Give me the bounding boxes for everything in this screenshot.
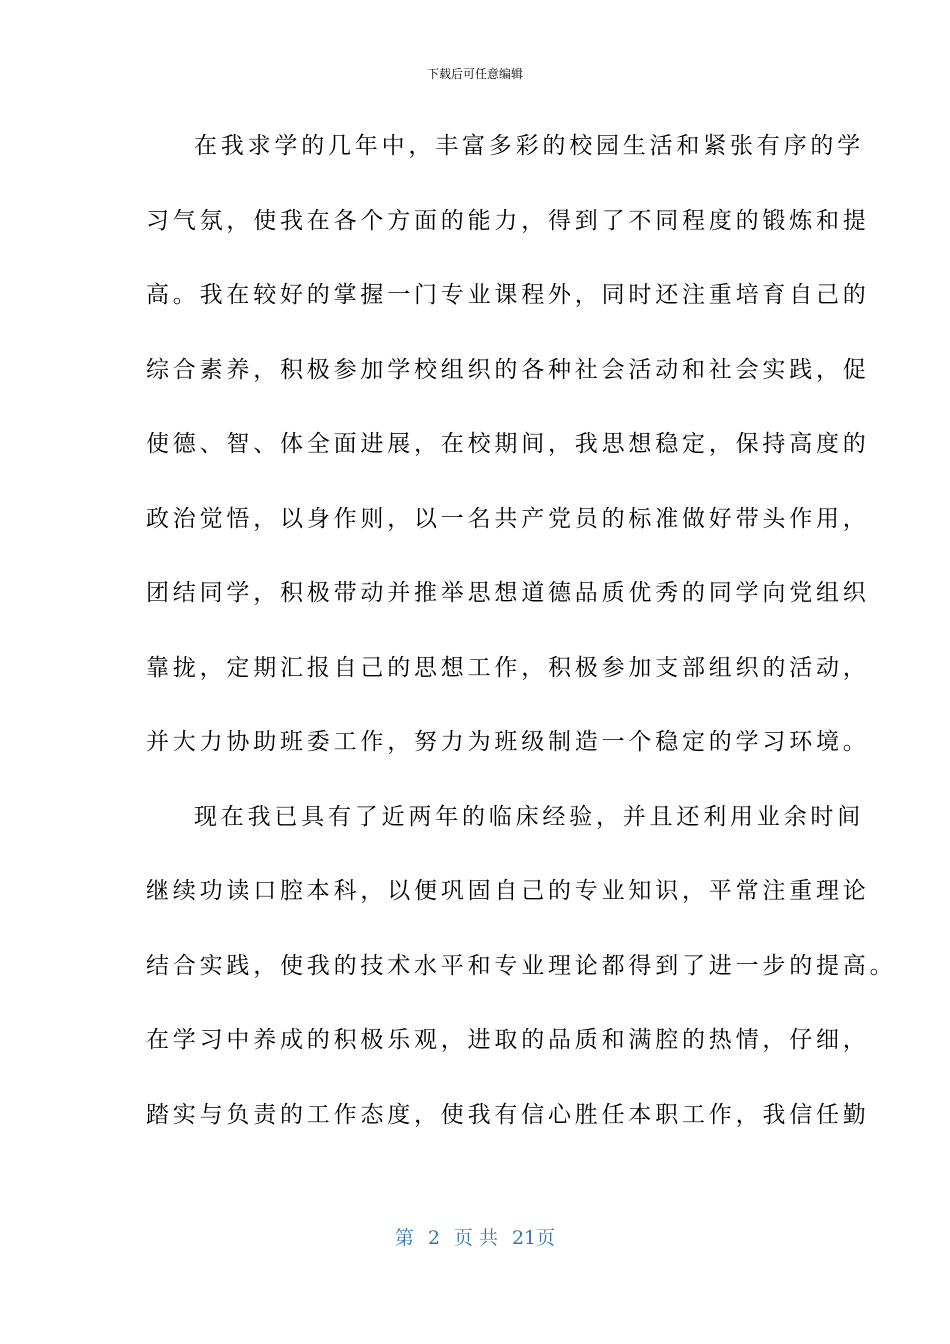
page-header: 下载后可任意编辑 bbox=[426, 67, 523, 81]
paragraph-1-line-8: 靠拢，定期汇报自己的思想工作，积极参加支部组织的活动， bbox=[146, 654, 870, 681]
footer-current-page: 2 bbox=[427, 1227, 440, 1249]
document-body bbox=[146, 118, 897, 1161]
footer-total-pages: 21 bbox=[511, 1227, 537, 1249]
paragraph-1-line-4: 综合素养，积极参加学校组织的各种社会活动和社会实践，促 bbox=[146, 356, 870, 383]
footer-middle: 页 共 bbox=[453, 1227, 498, 1249]
paragraph-1-line-3: 高。我在较好的掌握一门专业课程外，同时还注重培育自己的 bbox=[146, 282, 870, 308]
paragraph-1-line-1: 在我求学的几年中，丰富多彩的校园生活和紧张有序的学 bbox=[194, 133, 864, 159]
paragraph-1-line-6: 政治觉悟，以身作则，以一名共产党员的标准做好带头作用， bbox=[146, 505, 870, 532]
paragraph-2-line-3: 结合实践，使我的技术水平和专业理论都得到了进一步的提高。 bbox=[146, 952, 897, 979]
paragraph-2-line-5: 踏实与负责的工作态度，使我有信心胜任本职工作，我信任勤 bbox=[146, 1101, 870, 1128]
paragraph-2-line-4: 在学习中养成的积极乐观，进取的品质和满腔的热情，仔细， bbox=[146, 1027, 870, 1053]
paragraph-1-line-9: 并大力协助班委工作，努力为班级制造一个稳定的学习环境。 bbox=[146, 729, 870, 755]
footer-prefix: 第 bbox=[394, 1227, 414, 1249]
paragraph-2-line-1: 现在我已具有了近两年的临床经验，并且还利用业余时间 bbox=[194, 803, 864, 830]
paragraph-1-line-2: 习气氛，使我在各个方面的能力，得到了不同程度的锻炼和提 bbox=[146, 207, 870, 234]
paragraph-1-line-5: 使德、智、体全面进展，在校期间，我思想稳定，保持高度的 bbox=[146, 431, 870, 457]
paragraph-2-line-2: 继续功读口腔本科，以便巩固自己的专业知识，平常注重理论 bbox=[146, 878, 870, 904]
footer-suffix: 页 bbox=[536, 1227, 556, 1249]
page-footer bbox=[0, 1226, 950, 1250]
paragraph-1-line-7: 团结同学，积极带动并推举思想道德品质优秀的同学向党组织 bbox=[146, 580, 870, 606]
